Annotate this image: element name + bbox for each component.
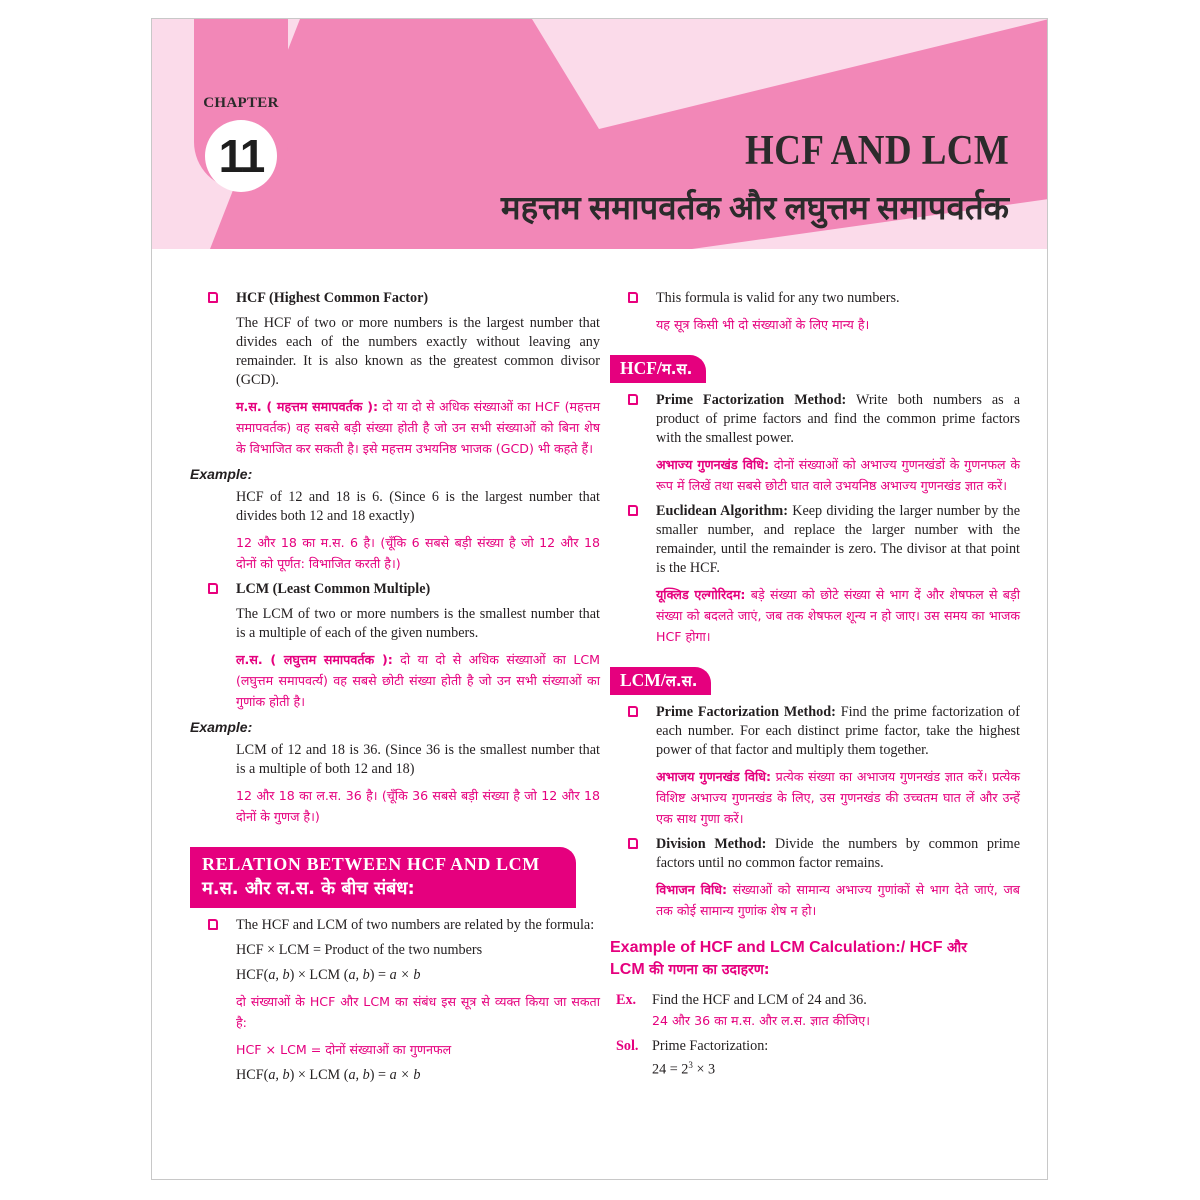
- relation-formula: [190, 916, 600, 1085]
- lcm-section-heading: LCM/ल.स.: [610, 667, 711, 695]
- checkbox-bullet-icon: [628, 505, 638, 516]
- hcf-euclidean-algorithm: Euclidean Algorithm: Keep dividing the larger number by the smaller number, and replace the larger number with the remainder, until the remainder is zero. The divisor at that point is the HCF. यूक्लिड एल्गोरिदम: बड़े संख्या को छोटे संख्या से भाग दें और शेषफल से बड़ी संख्या को बदलते जाएं, जब तक शेषफल शून्य न हो जाए। उस समय का भाजक HCF होगा।: [610, 502, 1020, 647]
- lcm-heading: LCM (Least Common Multiple): [236, 581, 431, 597]
- chapter-title-hindi: महत्तम समापवर्तक और लघुत्तम समापवर्तक: [500, 191, 1009, 227]
- checkbox-bullet-icon: [208, 919, 218, 930]
- chapter-banner: [152, 19, 1048, 249]
- ex-question-en: Find the HCF and LCM of 24 and 36.: [652, 992, 867, 1008]
- chapter-number: 11: [205, 120, 277, 192]
- checkbox-bullet-icon: [208, 583, 218, 594]
- hcf-example-en: HCF of 12 and 18 is 6. (Since 6 is the largest number that divides both 12 and 18 exactly): [236, 489, 600, 524]
- lcm-hindi-label: ल.स. ( लघुत्तम समापवर्तक ):: [236, 652, 393, 667]
- example-solution: [610, 1037, 1020, 1080]
- hcf-example-hi: 12 और 18 का म.स. 6 है। (चूँकि 6 सबसे बड़ी संख्या है जो 12 और 18 दोनों को पूर्णत: विभाजित करती है।): [236, 535, 600, 571]
- relation-formula-1: HCF × LCM = Product of the two numbers: [236, 942, 483, 958]
- left-column: [190, 289, 600, 1091]
- sol-tag: Sol.: [616, 1038, 639, 1054]
- example-label: Example:: [190, 466, 253, 482]
- ex-tag: Ex.: [616, 992, 637, 1008]
- hcf-heading: HCF (Highest Common Factor): [236, 290, 429, 306]
- relation-hindi: दो संख्याओं के HCF और LCM का संबंध इस सूत्र से व्यक्त किया जा सकता है:: [236, 994, 600, 1030]
- hcf-hindi-body: दो या दो से अधिक संख्याओं का HCF (महत्तम समापवर्तक) वह सबसे बड़ी संख्या होती है जो उन सभी संख्याओं को बिना शेष के विभाजित कर सकती है। इसे महत्तम उभयनिष्ठ भाजक (GCD) भी कहते हैं।: [236, 399, 600, 456]
- checkbox-bullet-icon: [208, 292, 218, 303]
- checkbox-bullet-icon: [628, 394, 638, 405]
- validity-en: This formula is valid for any two numbers.: [656, 290, 900, 306]
- hcf-example: [190, 488, 600, 574]
- textbook-page: [151, 18, 1048, 1180]
- ex-question-hi: 24 और 36 का म.स. और ल.स. ज्ञात कीजिए।: [652, 1013, 870, 1028]
- hcf-hindi-label: म.स. ( महत्तम समापवर्तक ):: [236, 399, 379, 414]
- relation-formula-2-repeat: HCF(a, b) × LCM (a, b) = a × b: [236, 1067, 421, 1083]
- checkbox-bullet-icon: [628, 292, 638, 303]
- lcm-hindi-body: दो या दो से अधिक संख्याओं का LCM (लघुत्तम समापवर्त्य) वह सबसे छोटी संख्या होती है जो उन सभी संख्याओं का गुणांक होती है।: [236, 652, 601, 709]
- lcm-example-hi: 12 और 18 का ल.स. 36 है। (चूँकि 36 सबसे बड़ी संख्या है जो 12 और 18 दोनों के गुणज है।): [236, 788, 600, 824]
- hcf-section-heading: HCF/म.स.: [610, 355, 706, 383]
- right-column: [610, 289, 1020, 1086]
- lcm-division-method: Division Method: Divide the numbers by common prime factors until no common factor remains. विभाजन विधि: संख्याओं को सामान्य अभाज्य गुणांकों से भाग देते जाएं, जब तक कोई सामान्य गुणांक शेष न हो।: [610, 835, 1020, 921]
- chapter-title-english: HCF AND LCM: [744, 128, 1009, 174]
- lcm-example-en: LCM of 12 and 18 is 36. (Since 36 is the smallest number that is a multiple of both 12 and 18): [236, 742, 600, 777]
- sol-line-2: $24 = 2^3 \times 3$: [652, 1060, 716, 1078]
- relation-section-heading: [190, 847, 576, 908]
- validity-hi: यह सूत्र किसी भी दो संख्याओं के लिए मान्य है।: [656, 317, 870, 332]
- lcm-hindi: [236, 649, 600, 712]
- hcf-body: The HCF of two or more numbers is the largest number that divides each of the numbers exactly without leaving any remainder. It is also known as the greatest common divisor (GCD).: [236, 315, 600, 388]
- checkbox-bullet-icon: [628, 838, 638, 849]
- hcf-definition: [190, 289, 600, 459]
- formula-validity: [610, 289, 1020, 335]
- lcm-prime-factorization: Prime Factorization Method: Find the prime factorization of each number. For each distinct prime factor, take the highest power of that factor and multiply them together. अभाजय गुणनखंड विधि: प्रत्येक संख्या का अभाजय गुणनखंड ज्ञात करें। प्रत्येक विशिष्ट अभाज्य गुणनखंड के लिए, उस गुणनखंड की उच्चतम घात लें और उन्हें एक साथ गुणा करें।: [610, 703, 1020, 829]
- example-label: Example:: [190, 719, 253, 735]
- sol-line-1: Prime Factorization:: [652, 1038, 769, 1054]
- lcm-body: The LCM of two or more numbers is the smallest number that is a multiple of each of the given numbers.: [236, 606, 600, 641]
- checkbox-bullet-icon: [628, 706, 638, 717]
- hcf-hindi: [236, 396, 600, 459]
- example-question: [610, 991, 1020, 1031]
- chapter-label: CHAPTER: [203, 95, 279, 111]
- relation-hindi-formula: HCF × LCM = दोनों संख्याओं का गुणनफल: [236, 1042, 452, 1057]
- hcf-prime-factorization: Prime Factorization Method: Write both numbers as a product of prime factors and find the common prime factors with the smallest power. अभाज्य गुणनखंड विधि: दोनों संख्याओं को अभाज्य गुणनखंडों के गुणनफल के रूप में लिखें तथा सबसे छोटी घात वाले उभयनिष्ठ अभाज्य गुणनखंड ज्ञात करें।: [610, 391, 1020, 496]
- relation-heading-en: RELATION BETWEEN HCF AND LCM: [202, 854, 540, 874]
- relation-body: The HCF and LCM of two numbers are related by the formula:: [236, 917, 595, 933]
- lcm-definition: [190, 580, 600, 712]
- worked-example-heading: Example of HCF and LCM Calculation:/ HCF और LCM की गणना का उदाहरण:: [610, 939, 967, 978]
- lcm-example: [190, 741, 600, 827]
- relation-heading-hi: म.स. और ल.स. के बीच संबंध:: [202, 878, 415, 899]
- relation-formula-2: HCF(a, b) × LCM (a, b) = a × b: [236, 967, 421, 983]
